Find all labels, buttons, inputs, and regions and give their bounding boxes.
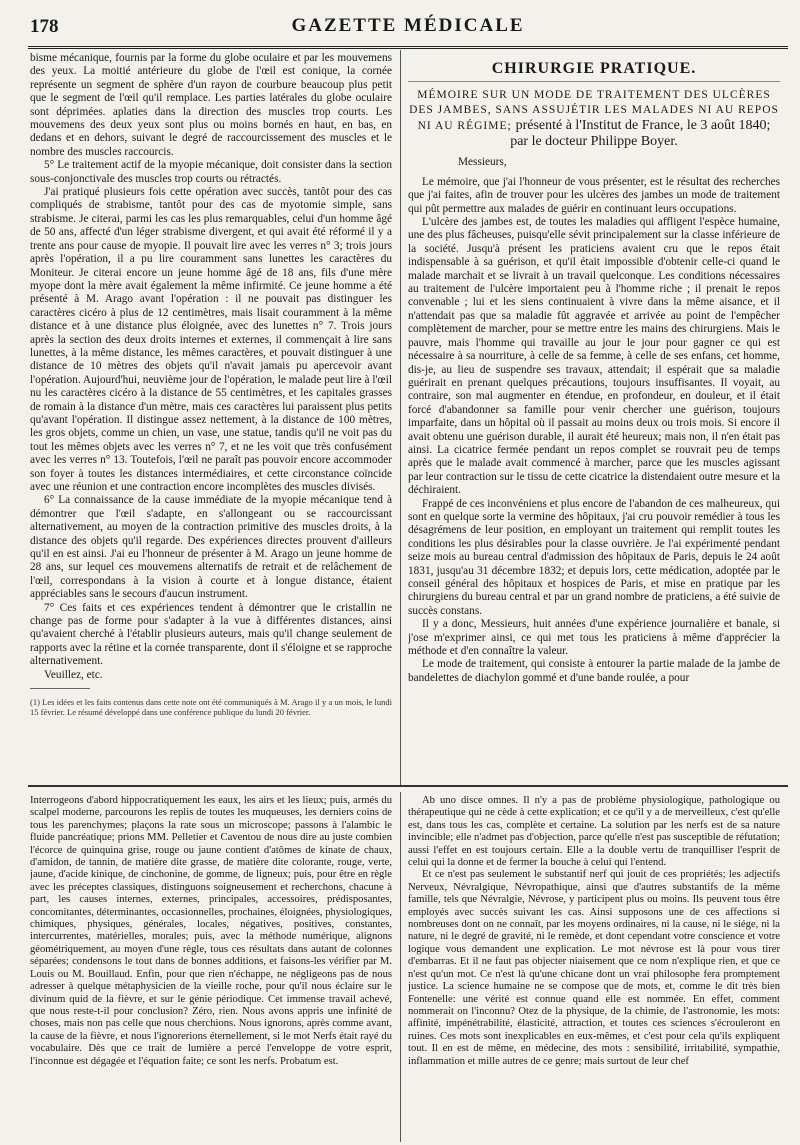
paragraph: 5° Le traitement actif de la myopie mécanique, doit consister dans la section sous-conjonctivale des muscles trop courts ou rétractés. xyxy=(30,159,392,185)
column-divider xyxy=(400,792,401,1142)
bottom-right-column xyxy=(408,795,780,1140)
section-title: CHIRURGIE PRATIQUE. xyxy=(408,62,780,82)
signoff: Veuillez, etc. xyxy=(44,668,103,681)
paragraph: L'ulcère des jambes est, de toutes les maladies qui affligent l'espèce humaine, une des plus fâcheuses, puisqu'elle sévit principalement sur la classe inférieure de la société. Jusqu'à présent les praticiens avaient cru que le repos était indispensable à sa guérison, et qu'il était impossible d'obtenir celle-ci quand le malade marchait et se livrait à un travail quelconque. Les conditions nécessaires au traitement de l'ulcère importaient peu à l'homme riche ; il prenait le repos convenable ; lui et les siens continuaient à vivre dans la même aisance, et il n'attendait pas que sa maladie fût aggravée et arrivée au point de l'empêcher complètement de marcher, pour se mettre entre les mains des chirurgiens. Mais le pauvre, mais l'homme qui travaille au jour le jour pour gagner ce qui est nécessaire à sa nourriture, à celle de sa femme, à celle de ses enfans, cet homme, dis-je, au lieu de suspendre ses travaux, attendait; il espérait que sa maladie guérirait en prenant quelques précautions, toujours insuffisantes. Il voyait, au contraire, son mal augmenter en étendue, en profondeur, en douleur, et il était forcé d'abandonner sa famille pour venir chercher une guérison, toujours imparfaite, dans un hôpital où il passait au moins deux ou trois mois. Si encore il avait obtenu une guérison durable, il aurait été heureux; mais non, il n'en était pas ainsi. La cicatrice fermée pendant un repos complet se rouvrait peu de temps après que le malade avait commencé à marcher, parce que les muscles agissant par leur contraction sur le tissu de cette cicatrice la distendaient outre mesure et la déchiraient. xyxy=(408,216,780,497)
column-divider xyxy=(400,50,401,785)
salutation: Messieurs, xyxy=(458,156,507,169)
paragraph: 6° La connaissance de la cause immédiate de la myopie mécanique tend à démontrer que l'œil s'adapte, en s'allongeant ou se raccourcissant alternativement, au moyen de la contraction primitive des muscles droits, à la distance des objets qu'il regarde. Des expériences directes prouvent d'ailleurs qu'il en est ainsi. J'ai eu l'honneur de présenter à M. Arago un jeune homme de 28 ans, sur lequel ces mouvemens alternatifs de retrait et de relâchement de l'œil, correspondans à la vision à courte et à longue distance, étaient appréciables sans le secours d'aucun instrument. xyxy=(30,494,392,601)
paragraph: Interrogeons d'abord hippocratiquement les eaux, les airs et les lieux; puis, armés du scalpel moderne, parcourons les replis de toutes les muqueuses, les derniers coins de tous les parenchymes; plaçons la rate sous un microscope; passons à l'alambic le fluide pancréatique; prions MM. Pelletier et Caventou de nous dire au juste combien l'écorce de quinquina grise, rouge ou jaune contient d'atômes de kinate de chaux, d'amidon, de tannin, de matière dite grasse, de matière dite colorante, rouge, verte, jaune, d'acide kinique, de cinchonine, de gomme, de ligneux; puis, pour être en règle avec les préceptes classiques, distinguons soigneusement et recherchons, chacune à part, les causes internes, externes, principales, accessoires, prédisposantes, concomitantes, déterminantes, occasionnelles, prochaines, éloignées, physiologiques, chimiques, physiques, générales, locales, négatives, positives, constantes, intercurrentes, matérielles, morales; puis, avec la méthode numérique, alignons géométriquement, au moyen d'une règle, tous ces résultats dans autant de colonnes séparées; condensons le tout dans de bonnes additions, et faisons-les vérifier par M. Louis ou M. Bouillaud. Enfin, pour que rien n'échappe, ne négligeons pas de nous adresser à quelque métaphysicien de la vieille roche, pour qu'il nous éclaire sur le divinum quid de la fièvre, et sur le génie périodique. Cet immense travail achevé, que nous reste-t-il pour conclusion? Zéro, rien. Nous avons appris une infinité de choses, mais non pas celle que nous cherchions. Nous ignorons, après comme avant, la cause de la fièvre, et nous l'ignorerions éternellement, si le mot Nerfs était rayé du vocabulaire. Dès que ce trait de lumière a percé l'enveloppe de votre esprit, l'inconnue est dégagée et l'équation faite; ce sont les nerfs. Probatum est. xyxy=(30,795,392,1067)
paragraph: bisme mécanique, fournis par la forme du globe oculaire et par les mouvemens des yeux. La moitié antérieure du globe de l'œil est conique, la cornée représente un segment de sphère d'un rayon de courbure beaucoup plus petit que le segment de l'œil qu'il remplace. Les parties latérales du globe oculaire sont déprimées. aplaties dans la direction des muscles trop courts. Les mouvemens des deux yeux sont plus ou moins bornés en haut, en bas, en dedans et en dehors, suivant le degré de raccourcissement des muscles et le nombre des muscles raccourcis. xyxy=(30,52,392,158)
top-left-column xyxy=(30,52,392,762)
article-title-tail: présenté à l'Institut de France, le 3 août 1840; par le docteur Philippe Boyer. xyxy=(510,118,771,150)
paragraph: Le mémoire, que j'ai l'honneur de vous présenter, est le résultat des recherches que j'ai faites, afin de trouver pour les ulcères des jambes un mode de traitement qui pût permettre aux malades de guérir en continuant leurs occupations. xyxy=(408,175,780,215)
footnote: (1) Les idées et les faits contenus dans cette note ont été communiqués à M. Arago il y a un mois, le lundi 15 février. Le résumé développé dans une conférence publique du lundi 20 février. xyxy=(30,697,392,718)
page-header xyxy=(28,14,788,44)
bottom-left-column xyxy=(30,795,392,1140)
footnote-rule xyxy=(30,688,90,689)
page-number: 178 xyxy=(30,16,59,37)
paragraph: Ab uno disce omnes. Il n'y a pas de problème physiologique, pathologique ou thérapeutique qui ne cède à cette explication; et ce qu'il y a de merveilleux, c'est qu'elle est, dans tous les cas, complète et certaine. La solution par les nerfs est de sa nature invincible; elle n'admet pas d'objection, parce qu'elle n'est pas susceptible de réfutation; aussi l'effet en est toujours certain. Elle a la double vertu de tranquilliser l'esprit de celui qui la donne et de fermer la bouche à celui qui l'entend. xyxy=(408,795,780,869)
article-title xyxy=(408,88,780,150)
feuilleton-rule xyxy=(28,785,788,787)
paragraph: Le mode de traitement, qui consiste à entourer la partie malade de la jambe de bandelettes de diachylon gommé et d'une bande roulée, a pour xyxy=(408,658,780,684)
journal-title: GAZETTE MÉDICALE xyxy=(291,15,525,36)
article-title-caps: MÉMOIRE SUR UN MODE DE TRAITEMENT DES ULCÈRES DES JAMBES, SANS ASSUJÉTIR LES MALADES NI AU REPOS NI AU RÉGIME; xyxy=(409,89,779,133)
paragraph: Et ce n'est pas seulement le substantif nerf qui jouit de ces propriétés; les adjectifs Nerveux, Névralgique, Névropathique, ainsi que d'autres substantifs de la même famille, tels que Névralgie, Névrose, y participent plus ou moins. Ils peuvent tous être employés avec succès suivant les cas. Ainsi supposons une de ces affections si nombreuses dont on ne connaît, par les moyens ordinaires, ni la cause, ni le siége, ni la nature, ni le degré de gravité, ni le remède, et dont cependant votre conscience et votre logique vous demandent une explication. Le mot névrose est là pour vous tirer d'embarras. Et il ne faut pas objecter niaisement que ce nom n'explique rien, et que ce n'est qu'un mot. Ce n'est là qu'une chicane dont un vrai philosophe fera promptement justice. La science humaine ne se compose que de mots, et, comme le dit très bien Fontenelle: une vérité est connue quand elle est nommée. En effet, comment nommerait on l'inconnu? Otez de la physique, de la chimie, de l'astronomie, les mots: affinité, impénétrabilité, élasticité, attraction, et toutes ces sciences s'écrouleront en ruines. Ces mots sont inexplicables en eux-mêmes, et c'est pour cela qu'ils expliquent tout. Il en est de même, en médecine, des mots : sensibilité, irritabilité, sympathie, inflammation et mille autres de ce genre; mais surtout de leur chef xyxy=(408,869,780,1067)
top-right-column xyxy=(408,52,780,780)
paragraph: Il y a donc, Messieurs, huit années d'une expérience journalière et banale, si j'ose m'exprimer ainsi, ce qui met tous les praticiens à même d'apprécier la méthode et d'en connaître la valeur. xyxy=(408,618,780,658)
paragraph: Frappé de ces inconvéniens et plus encore de l'abandon de ces malheureux, qui sont en quelque sorte la vermine des hôpitaux, j'ai cru pouvoir remédier à tous les désagrémens de leur position, en employant un traitement qui remplit toutes les conditions les plus désirables pour la classe ouvrière. Je l'ai expérimenté pendant seize mois au bureau central d'admission des hôpitaux de Paris, depuis le 24 août 1831, jusqu'au 31 décembre 1832; et depuis lors, cette médication, adoptée par le conseil général des hôpitaux et hospices de Paris, et mise en pratique par les chirurgiens du bureau central et par un grand nombre de praticiens, a été suivie de succès constans. xyxy=(408,497,780,617)
paragraph: J'ai pratiqué plusieurs fois cette opération avec succès, tantôt pour des cas compliqués de strabisme, tantôt pour des cas de myotomie simple, sans strabisme. Je citerai, parmi les cas les plus remarquables, celui d'un homme âgé de 50 ans, affecté d'un léger strabisme divergent, et qui avait été réformé il y a trente ans pour cause de myopie. Il pouvait lire avec les verres n° 3; trois jours après l'opération, il a pu lire couramment sans lunettes les caractères du Moniteur. Je citerai encore un jeune homme âgé de 18 ans, fils d'une mère myope dont la mère avait également la même infirmité. Ce jeune homme a été présenté à M. Arago avant l'opération : il ne pouvait pas distinguer les caractères cicéro à plus de 12 centimètres, mais lisait couramment à la même distance et à une distance plus éloignée, avec des lunettes n° 7. Trois jours après la section des deux droits internes et externes, il commençait à lire sans lunettes, à la même distance, les mêmes caractères, et pouvait distinguer à une distance de 10 mètres des objets qu'il n'avait jamais pu apercevoir avant l'opération. Aujourd'hui, neuvième jour de l'opération, le malade peut lire à l'œil nu les caractères cicéro à la distance de 55 centimètres, et les capitales grasses de romain à la distance d'un mètre, mais ces caractères lui paraissent plus petits qu'avant l'opération. Il distingue assez nettement, à la distance de 100 mètres, les gros objets, comme un chien, un vase, une statue, tandis qu'il ne voit pas du tout les mêmes objets avec les verres n° 7, et ne les voit que très confusément avec les verres n° 13. Toutefois, l'œil ne paraît pas pouvoir encore accommoder son foyer à toutes les distances intermédiaires, et cette circonstance coïncide avec une réunion et une contraction encore incomplètes des muscles divisés. xyxy=(30,186,392,493)
paragraph: 7° Ces faits et ces expériences tendent à démontrer que le cristallin ne change pas de forme pour s'adapter à la vue à différentes distances, ainsi qu'avaient cherché à l'établir plusieurs auteurs, mais qu'il change seulement de rapports avec la rétine et la cornée transparente, dont il s'éloigne et se rapproche alternativement. xyxy=(30,601,392,668)
header-rule xyxy=(28,46,788,49)
